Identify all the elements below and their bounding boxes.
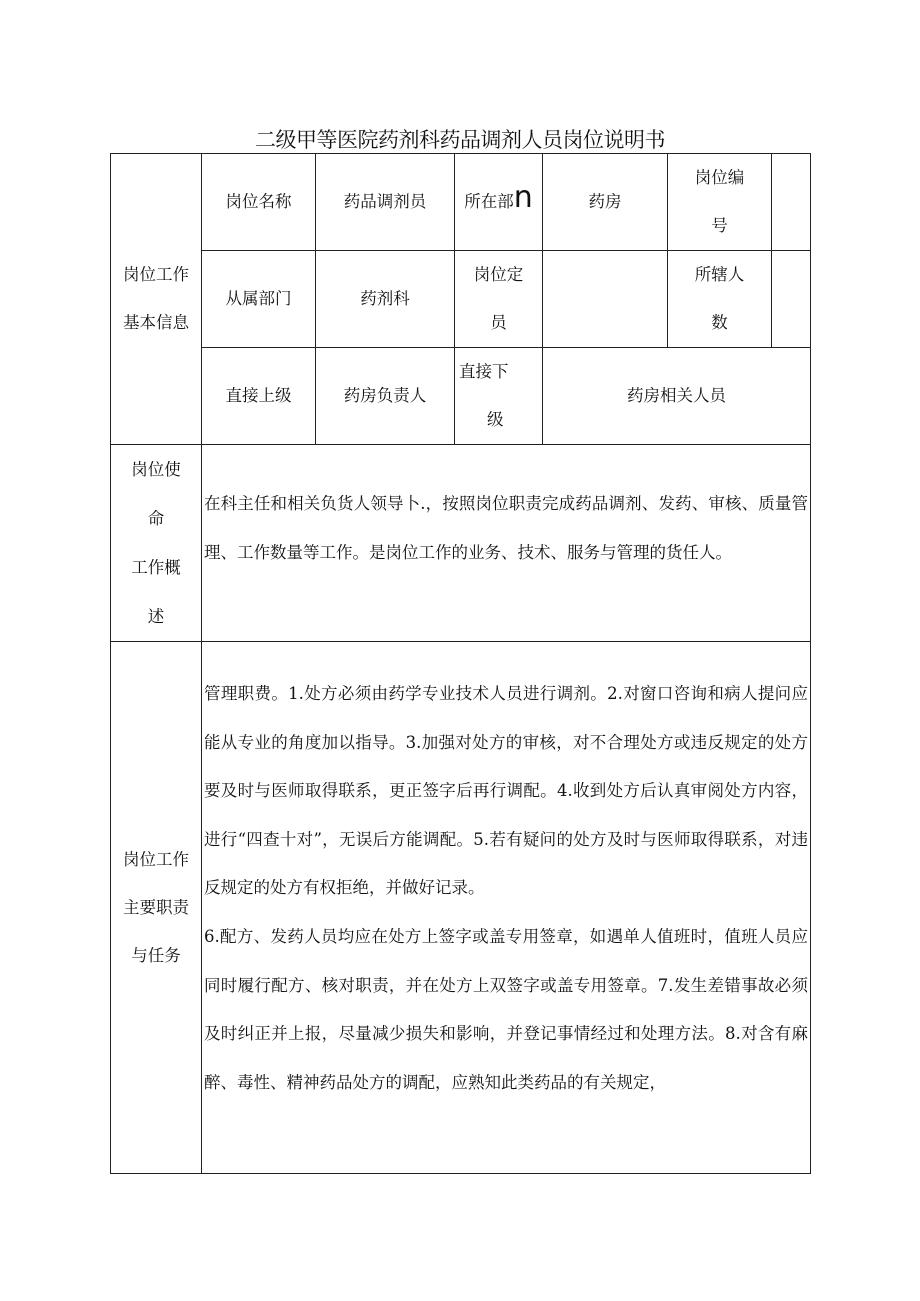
post-name-label: 岗位名称 [202,154,316,251]
basic-info-row-2 [111,251,811,348]
document-title: 二级甲等医院药剂科药品调剂人员岗位说明书 [255,128,665,152]
parent-dept-value: 药剂科 [316,251,455,348]
mission-row [111,445,811,642]
basic-info-row-3 [111,348,811,445]
post-name-value: 药品调剂员 [316,154,455,251]
post-number-label: 岗位编 号 [668,154,772,251]
quota-label: 岗位定 员 [455,251,543,348]
subordinate-label: 直接下 级 [455,348,543,445]
mission-text: 在科主任和相关负货人领导卜.，按照岗位职责完成药品调剂、发药、审核、质量管理、工作数量等工作。是岗位工作的业务、技术、服务与管理的货任人。 [202,445,811,642]
duties-paragraph-2: 6.配方、发药人员均应在处方上签字或盖专用签章，如遇单人值班时，值班人员应同时履行配方、核对职责，并在处方上双签字或盖专用签章。7.发生差错事故必须及时纠正并上报，尽量减少损失和影响，并登记事情经过和处理方法。8.对含有麻醉、毒性、精神药品处方的调配，应熟知此类药品的有关规定， [204,926,808,1092]
parent-dept-label: 从属部门 [202,251,316,348]
dept-value: 药房 [543,154,668,251]
staff-count-label: 所辖人 数 [668,251,772,348]
basic-info-section-label: 岗位工作 基本信息 [111,154,202,445]
subordinate-value: 药房相关人员 [543,348,811,445]
quota-value [543,251,668,348]
mission-section-label: 岗位使 命 工作概 述 [111,445,202,642]
superior-value: 药房负责人 [316,348,455,445]
superior-label: 直接上级 [202,348,316,445]
duties-paragraph-1: 管理职费。1.处方必须由药学专业技术人员进行调剂。2.对窗口咨询和病人提问应能从专业的角度加以指导。3.加强对处方的审核，对不合理处方或违反规定的处方要及时与医师取得联系，更正签字后再行调配。4.收到处方后认真审阅处方内容，进行“四查十对”，无误后方能调配。5.若有疑问的处方及时与医师取得联系，对违反规定的处方有权拒绝，并做好记录。 [204,684,808,898]
duties-text [202,642,811,1174]
dept-label: 所在部n [455,154,543,251]
post-number-value [772,154,811,251]
job-description-table [110,153,811,1174]
staff-count-value [772,251,811,348]
duties-row [111,642,811,1174]
duties-section-label: 岗位工作 主要职责 与任务 [111,642,202,1174]
basic-info-row-1 [111,154,811,251]
